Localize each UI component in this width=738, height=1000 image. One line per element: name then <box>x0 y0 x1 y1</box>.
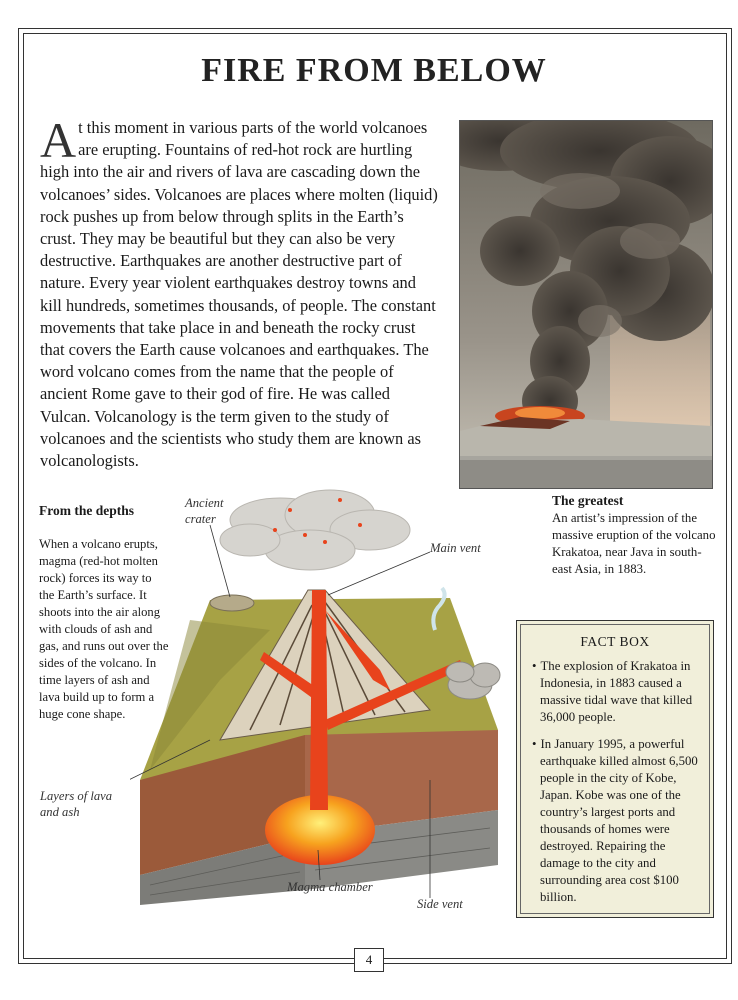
fact-box-item <box>521 658 709 726</box>
fact-box <box>516 620 714 918</box>
krakatoa-caption-body: An artist’s impression of the massive eruption of the volcano Krakatoa, near Java in south-east Asia, in 1883. <box>552 511 716 576</box>
label-layers-lava-ash: Layers of lava and ash <box>40 789 113 819</box>
intro-text: t this moment in various parts of the world volcanoes are erupting. Fountains of red-hot rock are hurtling high into the air and rivers of lava are cascading down the volcanoes’ sides. Volcanoes are places where molten (liquid) rock pushes up from below through splits in the Earth’s crust. They may be beautiful but they can also be very destructive. Earthquakes are another destructive part of nature. Every year violent earthquakes destroy towns and kill hundreds, sometimes thousands, of people. The constant movements that take place in and beneath the rocky crust that covers the Earth cause volcanoes and earthquakes. The word volcano comes from the name that the people of ancient Rome gave to their god of fire. He was called Vulcan. Volcanology is the term given to the study of volcanoes and the scientists who study them are known as volcanologists. <box>40 118 438 471</box>
fact-box-item <box>521 736 709 906</box>
bullet-icon: • <box>532 659 537 673</box>
fact-box-item-text: The explosion of Krakatoa in Indonesia, in 1883 caused a massive tidal wave that killed 36,000 people. <box>540 659 693 724</box>
krakatoa-illustration <box>460 121 712 488</box>
page-number: 4 <box>354 948 384 972</box>
fact-box-item-text: In January 1995, a powerful earthquake killed almost 6,500 people in the city of Kobe, Japan. Kobe was one of the country’s largest ports and thousands of homes were destroyed. Repairing the damage to the city and surrounding area cost $100 billion. <box>540 737 698 904</box>
label-side-vent: Side vent <box>417 897 463 911</box>
fact-box-inner-border <box>520 624 710 914</box>
krakatoa-caption-title: The greatest <box>552 493 624 508</box>
depths-body: When a volcano erupts, magma (red-hot molten rock) forces its way to the Earth’s surface. It shoots into the air along with clouds of ash and gas, and runs out over the sides of the volcano. In time layers of ash and lava build up to form a huge cone shape. <box>39 537 169 721</box>
drop-cap: A <box>40 112 77 168</box>
depths-heading: From the depths <box>39 503 135 518</box>
intro-paragraph <box>40 112 440 472</box>
label-magma-chamber: Magma chamber <box>287 880 373 894</box>
bullet-icon: • <box>532 737 537 751</box>
krakatoa-eruption-painting <box>459 120 713 489</box>
label-main-vent: Main vent <box>430 541 481 555</box>
label-ancient-crater: Ancient crater <box>185 496 224 526</box>
fact-box-title: FACT BOX <box>580 634 650 649</box>
page-title: FIRE FROM BELOW <box>201 52 547 89</box>
